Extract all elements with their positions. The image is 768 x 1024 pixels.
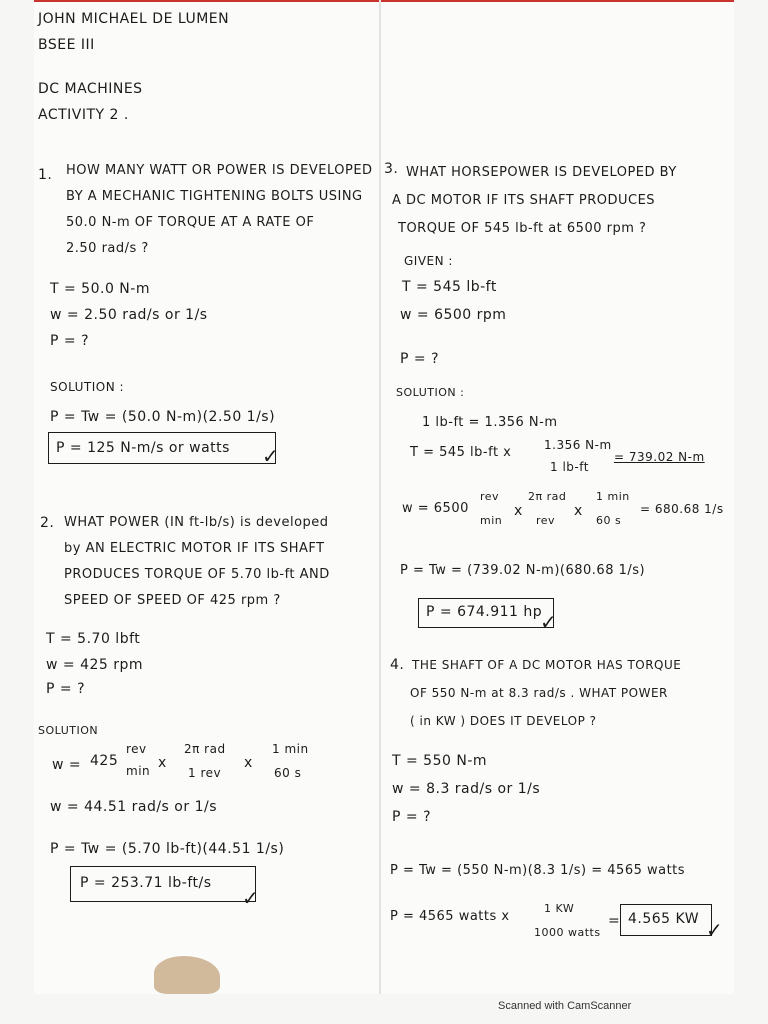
p3-frac2-den: rev: [536, 514, 556, 527]
p4-number: 4.: [390, 657, 405, 673]
p4-question-line3: ( in KW ) DOES IT DEVELOP ?: [410, 714, 597, 728]
p2-frac3-den: 60 s: [274, 766, 302, 780]
paper-sheet: [34, 0, 734, 994]
p3-question-line2: A DC MOTOR IF ITS SHAFT PRODUCES: [392, 193, 656, 208]
p4-given-power: P = ?: [392, 809, 432, 825]
p4-equals: =: [608, 913, 621, 929]
student-section: BSEE III: [38, 37, 95, 53]
p3-frac3-den: 60 s: [596, 514, 622, 527]
page-fold: [379, 0, 381, 994]
p3-omega-result: = 680.68 1/s: [640, 502, 724, 516]
p4-check-mark: ✓: [706, 918, 723, 942]
p3-check-mark: ✓: [540, 610, 557, 634]
p1-given-power: P = ?: [50, 333, 90, 349]
p3-frac3-num: 1 min: [596, 490, 630, 503]
p2-question-line4: SPEED OF SPEED OF 425 rpm ?: [64, 593, 281, 608]
p3-given-omega: w = 6500 rpm: [400, 307, 507, 323]
p3-given-power: P = ?: [400, 351, 440, 367]
p2-power-equation: P = Tw = (5.70 lb-ft)(44.51 1/s): [50, 841, 285, 857]
p3-torque-frac-num: 1.356 N-m: [544, 438, 612, 452]
p2-frac1-den: min: [126, 764, 151, 778]
student-name: JOHN MICHAEL DE LUMEN: [38, 11, 230, 27]
coffee-stain: [154, 956, 220, 994]
p2-times1: x: [158, 755, 167, 771]
p3-times1: x: [514, 503, 523, 519]
p1-given-torque: T = 50.0 N-m: [50, 281, 150, 297]
p2-given-power: P = ?: [46, 681, 86, 697]
p3-torque-left: T = 545 lb-ft x: [410, 445, 512, 460]
p3-frac1-num: rev: [480, 490, 500, 503]
p4-power-equation: P = Tw = (550 N-m)(8.3 1/s) = 4565 watts: [390, 863, 686, 878]
p3-question-line3: TORQUE OF 545 lb-ft at 6500 rpm ?: [398, 221, 647, 236]
p2-omega-left: w =: [52, 757, 82, 773]
subject-title: DC MACHINES: [38, 81, 143, 97]
p3-given-label: GIVEN :: [404, 254, 453, 268]
p2-question-line2: by AN ELECTRIC MOTOR IF ITS SHAFT: [64, 541, 325, 556]
p3-frac2-num: 2π rad: [528, 490, 567, 503]
p1-solution-label: SOLUTION :: [50, 380, 125, 394]
p2-check-mark: ✓: [242, 886, 259, 910]
p3-given-torque: T = 545 lb-ft: [402, 279, 497, 295]
p1-question-line1: HOW MANY WATT OR POWER IS DEVELOPED: [66, 163, 373, 178]
p2-given-torque: T = 5.70 lbft: [46, 631, 141, 647]
p2-given-omega: w = 425 rpm: [46, 657, 144, 673]
p3-number: 3.: [384, 161, 399, 177]
p1-answer: P = 125 N-m/s or watts: [56, 440, 230, 456]
p1-check-mark: ✓: [262, 444, 279, 468]
p4-given-torque: T = 550 N-m: [392, 753, 488, 769]
p1-given-omega: w = 2.50 rad/s or 1/s: [50, 307, 208, 323]
p1-equation: P = Tw = (50.0 N-m)(2.50 1/s): [50, 409, 276, 425]
p3-conversion: 1 lb-ft = 1.356 N-m: [422, 415, 558, 430]
p4-frac-den: 1000 watts: [534, 926, 601, 939]
p3-torque-result: = 739.02 N-m: [614, 450, 705, 464]
p4-question-line2: OF 550 N-m at 8.3 rad/s . WHAT POWER: [410, 686, 668, 700]
p3-answer: P = 674.911 hp: [426, 604, 543, 620]
p2-frac2-num: 2π rad: [184, 742, 226, 756]
p2-question-line1: WHAT POWER (IN ft-lb/s) is developed: [64, 515, 329, 530]
p4-frac-num: 1 KW: [544, 902, 575, 915]
p3-times2: x: [574, 503, 583, 519]
activity-title: ACTIVITY 2 .: [38, 107, 129, 123]
p2-solution-label: SOLUTION: [38, 724, 99, 737]
p1-question-line4: 2.50 rad/s ?: [66, 241, 149, 256]
p4-given-omega: w = 8.3 rad/s or 1/s: [392, 781, 541, 797]
p3-omega-left: w = 6500: [402, 501, 469, 516]
p3-solution-label: SOLUTION :: [396, 386, 465, 399]
p4-question-line1: THE SHAFT OF A DC MOTOR HAS TORQUE: [412, 658, 682, 672]
p3-power-equation: P = Tw = (739.02 N-m)(680.68 1/s): [400, 563, 646, 578]
p4-answer: 4.565 KW: [628, 911, 700, 927]
p2-omega-value: 425: [90, 753, 119, 769]
p2-answer: P = 253.71 lb-ft/s: [80, 875, 212, 891]
p3-question-line1: WHAT HORSEPOWER IS DEVELOPED BY: [406, 165, 677, 180]
p2-number: 2.: [40, 515, 55, 531]
p3-torque-frac-den: 1 lb-ft: [550, 460, 589, 474]
p3-frac1-den: min: [480, 514, 503, 527]
p2-frac1-num: rev: [126, 742, 147, 756]
p1-question-line3: 50.0 N-m OF TORQUE AT A RATE OF: [66, 215, 315, 230]
p2-question-line3: PRODUCES TORQUE OF 5.70 lb-ft AND: [64, 567, 330, 582]
p1-number: 1.: [38, 167, 53, 183]
scanner-watermark: Scanned with CamScanner: [498, 1000, 632, 1012]
p1-question-line2: BY A MECHANIC TIGHTENING BOLTS USING: [66, 189, 363, 204]
p2-omega-result: w = 44.51 rad/s or 1/s: [50, 799, 217, 815]
p2-frac2-den: 1 rev: [188, 766, 222, 780]
p2-frac3-num: 1 min: [272, 742, 309, 756]
p4-conversion-left: P = 4565 watts x: [390, 909, 510, 924]
p2-times2: x: [244, 755, 253, 771]
